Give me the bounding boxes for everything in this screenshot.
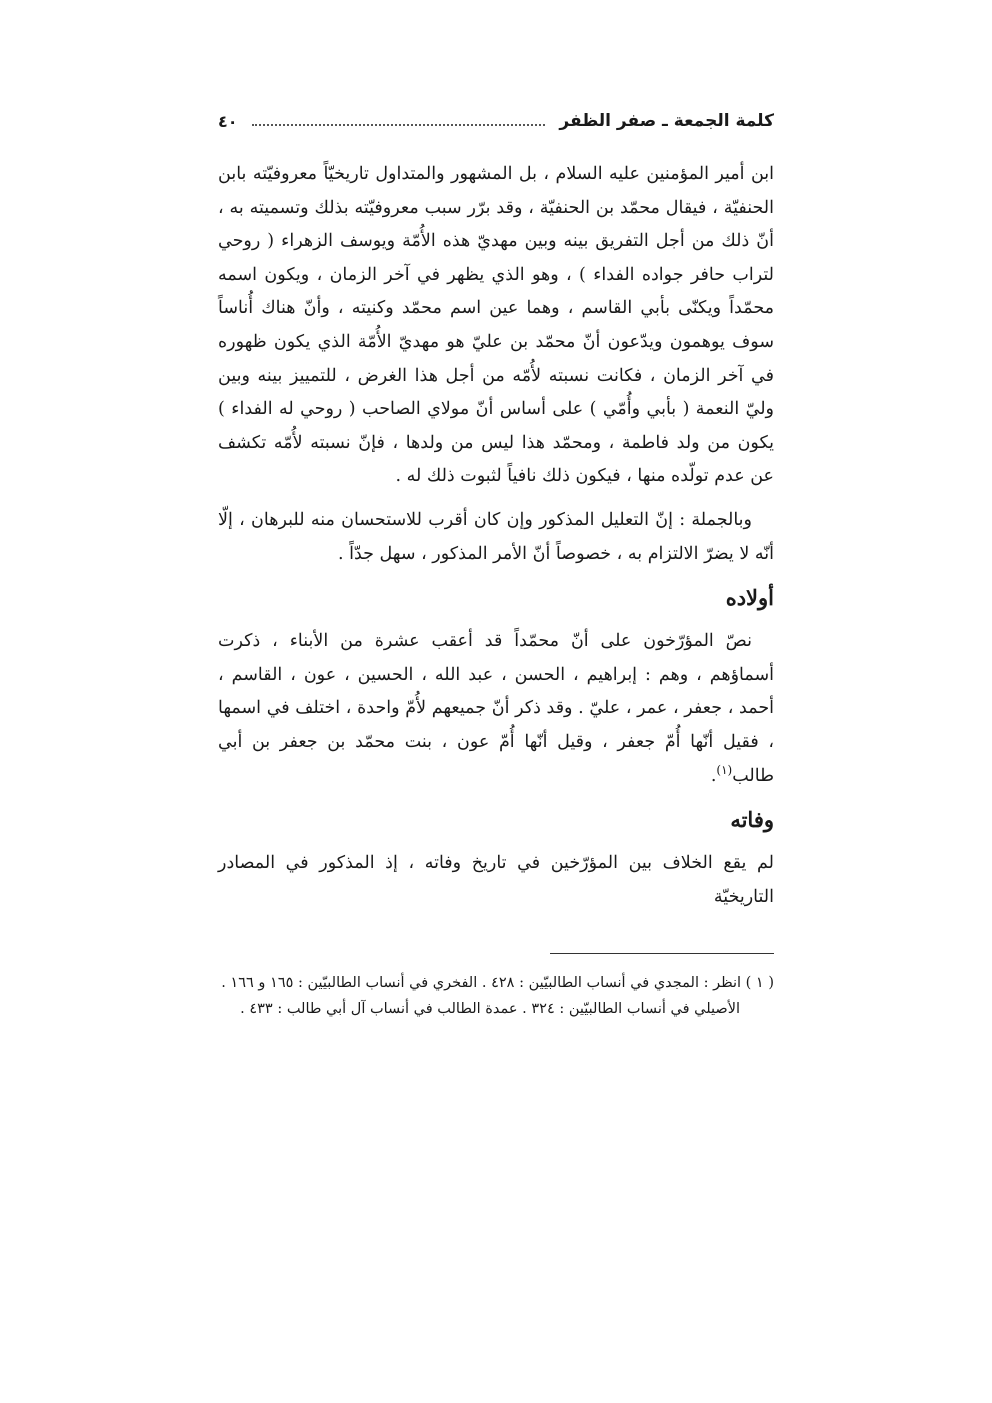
paragraph-children [218, 625, 774, 793]
header-dotted-leader [252, 124, 546, 126]
paragraph-death: لم يقع الخلاف بين المؤرّخين في تاريخ وفاته ، إذ المذكور في المصادر التاريخيّة [218, 853, 774, 907]
footnote-reference[interactable]: (١) [716, 762, 733, 777]
header-title: كلمة الجمعة ـ صفر الظفر [559, 111, 774, 131]
paragraph-children-end: . [710, 765, 717, 786]
section-heading-children: أولاده [725, 585, 774, 611]
paragraph-2: وبالجملة : إنّ التعليل المذكور وإن كان أقرب للاستحسان منه للبرهان ، إلّا أنّه لا يضرّ الالتزام به ، خصوصاً أنّ الأمر المذكور ، سهل جدّاً . [218, 509, 774, 564]
page-number: ٤٠ [218, 111, 238, 131]
footnote-separator [550, 953, 774, 954]
footnote-line-1: ( ١ ) انظر : المجدي في أنساب الطالبيّين : ٤٢٨ . الفخري في أنساب الطالبيّين : ١٦٥ و ١٦٦ . [221, 975, 774, 991]
footnotes [218, 970, 774, 1022]
body-text [218, 158, 774, 914]
footnote-line-2: الأصيلي في أنساب الطالبيّين : ٣٢٤ . عمدة الطالب في أنساب آل أبي طالب : ٤٣٣ . [240, 1001, 740, 1017]
paragraph-1: ابن أمير المؤمنين عليه السلام ، بل المشهور والمتداول تاريخيّاً معروفيّته بابن الحنفيّة ، فيقال محمّد بن الحنفيّة ، وقد برّر سبب معروفيّته بذلك وتسميته به ، أنّ ذلك من أجل التفريق بينه وبين مهديّ هذه الأُمّة ويوسف الزهراء ( روحي لتراب حافر جواده الفداء ) ، وهو الذي يظهر في آخر الزمان ، ويكون اسمه محمّداً ويكنّى بأبي القاسم ، وهما عين اسم محمّد وكنيته ، وأنّ هناك أُناساً سوف يوهمون ويدّعون أنّ محمّد بن عليّ هو مهديّ الأُمّة الذي يكون ظهوره في آخر الزمان ، فكانت نسبته لأُمّه من أجل هذا الغرض ، للتمييز بينه وبين وليّ النعمة ( بأبي وأُمّي ) على أساس أنّ مولاي الصاحب ( روحي له الفداء ) يكون من ولد فاطمة ، ومحمّد هذا ليس من ولدها ، فإنّ نسبته لأُمّه تكشف عن عدم تولّده منها ، فيكون ذلك نافياً لثبوت ذلك له . [218, 164, 774, 487]
section-heading-death: وفاته [730, 807, 774, 833]
running-header [218, 106, 774, 136]
paragraph-children-text: نصّ المؤرّخون على أنّ محمّداً قد أعقب عشرة من الأبناء ، ذكرت أسماؤهم ، وهم : إبراهيم ، الحسن ، عبد الله ، الحسين ، عون ، القاسم ، أحمد ، جعفر ، عمر ، عليّ . وقد ذكر أنّ جميعهم لأُمّ واحدة ، اختلف في اسمها ، فقيل أنّها أُمّ جعفر ، وقيل أنّها أُمّ عون ، بنت محمّد بن جعفر بن أبي طالب [218, 631, 774, 786]
